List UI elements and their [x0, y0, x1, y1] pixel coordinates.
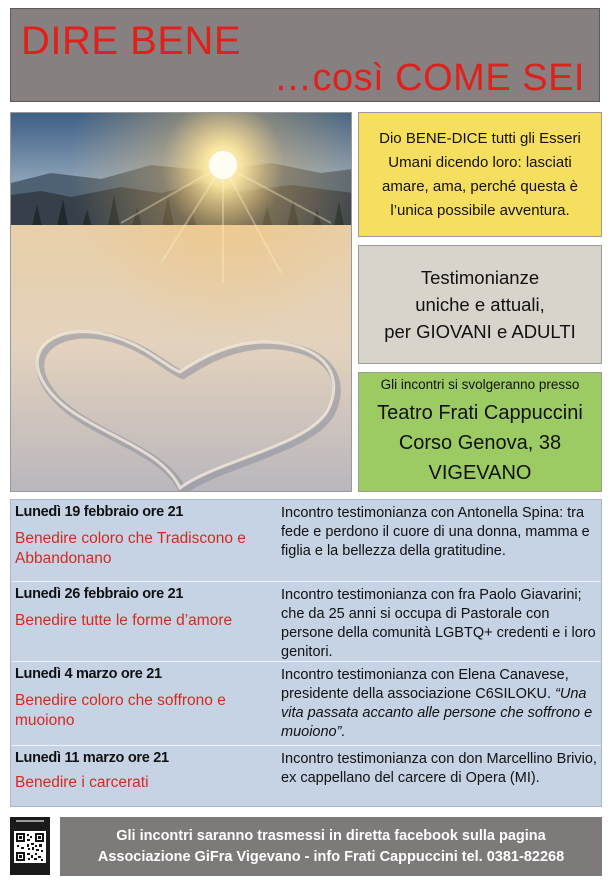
event-date: Lunedì 26 febbraio ore 21 [15, 586, 184, 602]
venue-name: Teatro Frati Cappuccini [377, 401, 583, 424]
page-title: DIRE BENE [21, 19, 242, 63]
event-date: Lunedì 19 febbraio ore 21 [15, 504, 184, 520]
event-title: Benedire coloro che Tradiscono e Abbandonano [15, 530, 246, 567]
footer-banner [60, 817, 602, 876]
event-title: Benedire i carcerati [15, 774, 149, 791]
event-description-text: Incontro testimonianza con Elena Canavese, presidente della associazione C6SILOKU. [281, 667, 569, 702]
quote-line: l’unica possibile avventura. [390, 201, 570, 219]
page-subtitle: …così COME SEI [273, 57, 585, 99]
event-title: Benedire coloro che soffrono e muoiono [15, 692, 226, 729]
venue-city: VIGEVANO [428, 461, 532, 484]
testimony-box [358, 245, 602, 364]
event-description: Incontro testimonianza con fra Paolo Giavarini; che da 25 anni si occupa di Pastorale con persone della comunità LGBTQ+ credenti e i loro genitori. [281, 587, 596, 660]
venue-intro: Gli incontri si svolgeranno presso [380, 376, 580, 392]
venue-address: Corso Genova, 38 [398, 431, 562, 454]
event-quote: “Una vita passata accanto alle persone che soffrono e muoiono”. [281, 686, 593, 740]
event-date: Lunedì 11 marzo ore 21 [15, 750, 169, 766]
event-description: Incontro testimonianza con don Marcellino Brivio, ex cappellano del carcere di Opera (MI). [281, 751, 597, 786]
testimony-line: Testimonianze [420, 267, 540, 288]
event-title: Benedire tutte le forme d’amore [15, 612, 233, 629]
snow-heart-sunset-photo [10, 112, 352, 492]
schedule-row [11, 662, 601, 746]
footer-line-broadcast: Gli incontri saranno trasmessi in diretta facebook sulla pagina [116, 827, 546, 844]
schedule-row [11, 746, 601, 808]
quote-line: Dio BENE-DICE tutti gli Esseri [379, 129, 581, 147]
testimony-line: uniche e attuali, [415, 294, 545, 315]
schedule-row [11, 582, 601, 662]
quote-line: Umani dicendo loro: lasciati [388, 153, 572, 171]
quote-line: amare, ama, perché questa è [382, 177, 578, 195]
quote-box [358, 112, 602, 237]
footer-line-contact: Associazione GiFra Vigevano - info Frati Cappuccini tel. 0381-82268 [97, 848, 565, 865]
event-date: Lunedì 4 marzo ore 21 [15, 666, 162, 682]
qr-code-icon [10, 817, 50, 875]
schedule-row [11, 500, 601, 582]
header-banner [10, 8, 600, 102]
event-description: Incontro testimonianza con Antonella Spina: tra fede e perdono il cuore di una donna, mamma e figlia e la bellezza della gratitudine. [281, 505, 590, 559]
schedule-table [10, 499, 602, 807]
testimony-line: per GIOVANI e ADULTI [384, 321, 576, 342]
event-description [281, 666, 599, 742]
venue-box [358, 372, 602, 492]
